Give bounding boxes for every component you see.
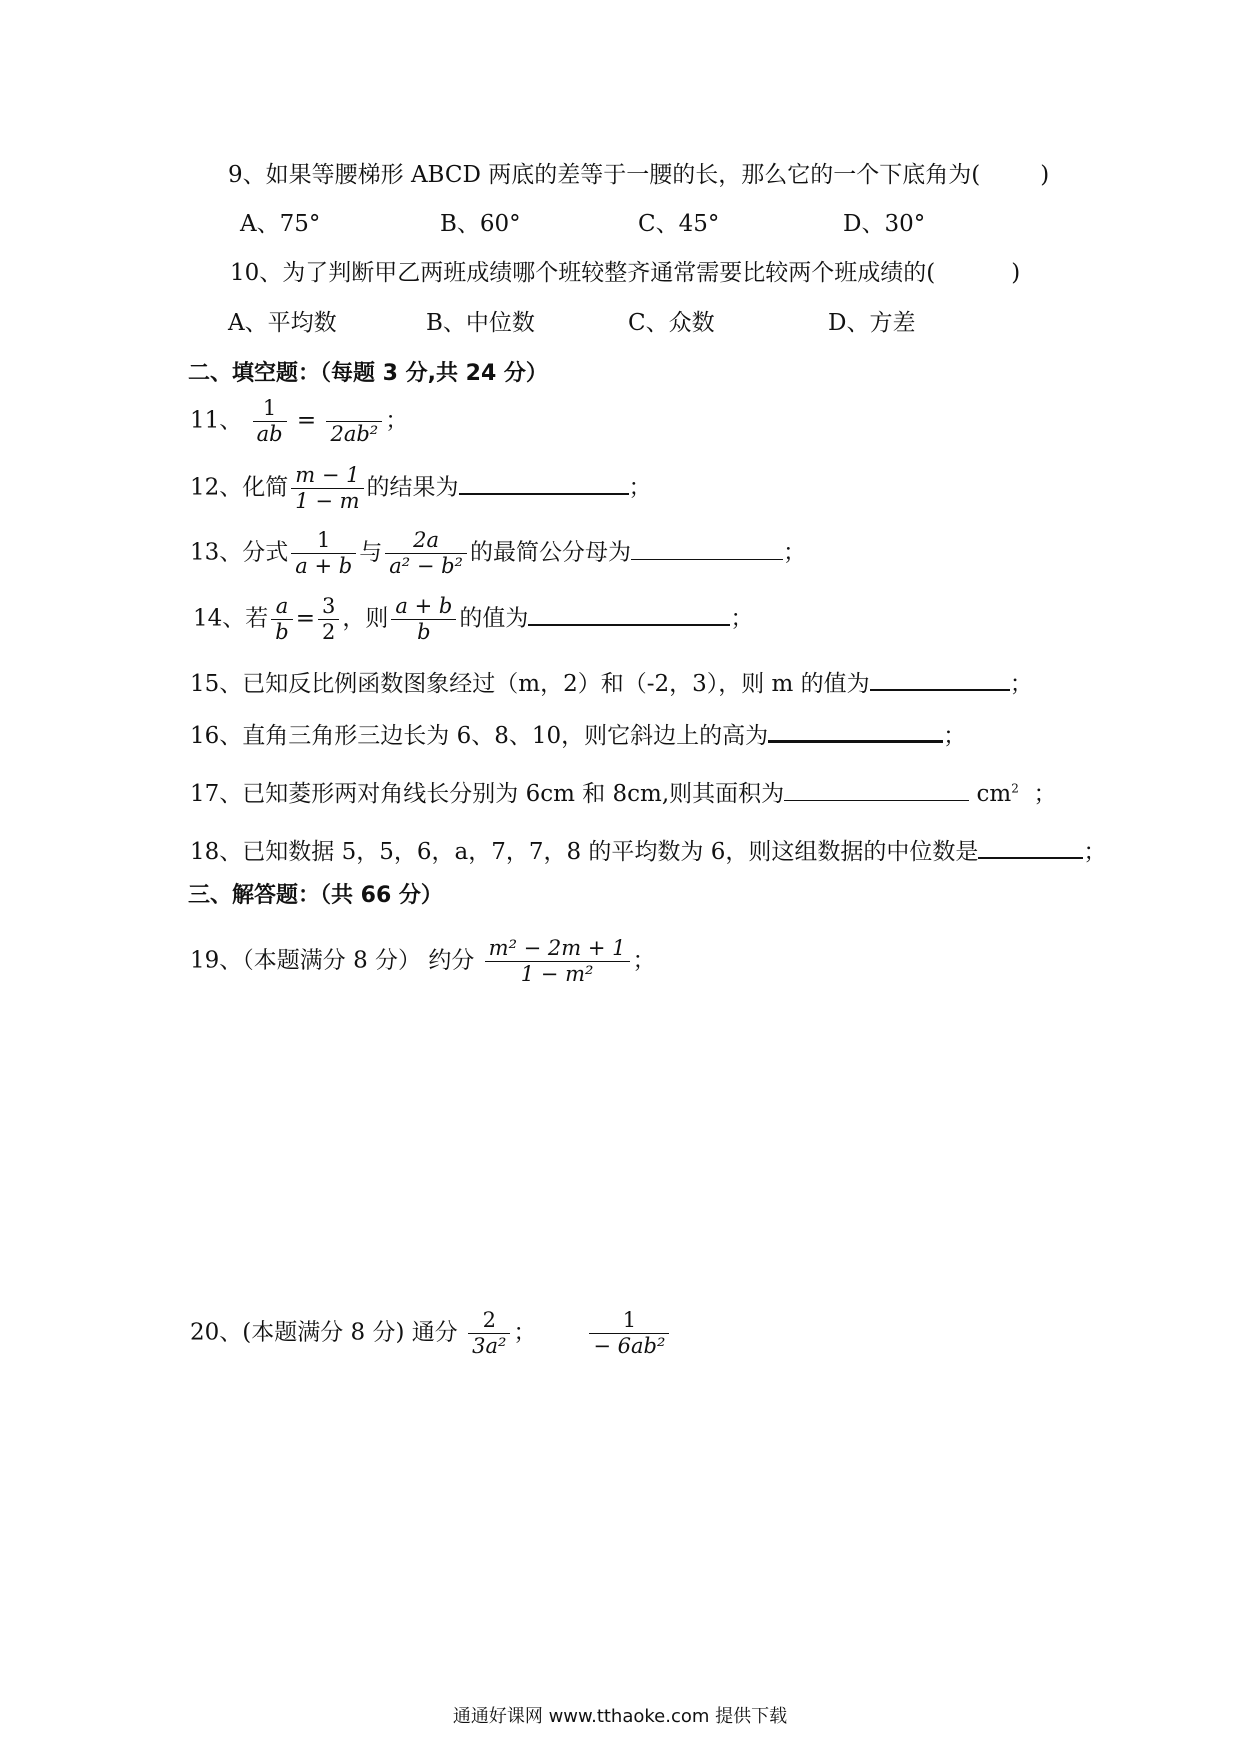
question-9-text: 9、如果等腰梯形 ABCD 两底的差等于一腰的长，那么它的一个下底角为(	[228, 162, 981, 188]
question-9-option-b: B、60°	[440, 211, 521, 237]
question-12-label: 12、化简	[190, 474, 289, 501]
question-20-label: 20、(本题满分 8 分) 通分	[190, 1319, 458, 1346]
question-10-text: 10、为了判断甲乙两班成绩哪个班较整齐通常需要比较两个班成绩的(	[230, 260, 936, 286]
question-10-paren-close: )	[1011, 260, 1021, 286]
question-13-fraction-2: $\frac{2a}{\text{a² − b²}}$	[385, 530, 467, 577]
question-14: 14、若 $\frac{a}{b}$ = $\frac{3}{2}$ ，则 $\frac{a + b}{b}$ 的值为 ；	[193, 594, 754, 644]
question-16-answer-blank[interactable]	[768, 720, 943, 743]
question-17: 17、已知菱形两对角线长分别为 6cm 和 8cm,则其面积为 $cm^2$ ；	[190, 781, 1057, 807]
question-13: 13、分式 $\frac{1}{a + b}$ 与 $\frac{2a}{\text{a² − b²}}$ 的最简公分母为 ；	[190, 528, 806, 578]
question-9-option-d: D、30°	[843, 211, 926, 237]
section-2-title: 二、填空题：（每题 3 分,共 24 分）	[188, 361, 548, 386]
question-17-text: 17、已知菱形两对角线长分别为 6cm 和 8cm,则其面积为	[190, 781, 785, 807]
section-3-title: 三、解答题：（共 66 分）	[188, 883, 443, 908]
question-14-fraction-3: $\frac{a + b}{b}$	[391, 596, 456, 643]
question-11: 11、 $\frac{1}{ab}$ = 2ab² ；	[190, 396, 409, 446]
question-9	[228, 164, 1049, 187]
question-12-answer-blank[interactable]	[459, 473, 629, 495]
question-19: 19、（本题满分 8 分） 约分 $\frac{\text{m² − 2m + 1}}{\text{1 − m²}}$ ；	[190, 936, 656, 986]
question-11-fraction-right: 2ab²	[326, 399, 382, 445]
question-18-answer-blank[interactable]	[978, 837, 1083, 859]
question-10-option-d: D、方差	[828, 310, 916, 336]
question-19-fraction: $\frac{\text{m² − 2m + 1}}{\text{1 − m²}}$	[485, 938, 630, 985]
question-10-option-a: A、平均数	[228, 310, 337, 336]
question-20-fraction-1: $\frac{2}{\text{3a²}}$	[468, 1310, 510, 1357]
question-13-answer-blank[interactable]	[631, 539, 783, 560]
question-9-option-a: A、75°	[240, 211, 321, 237]
question-16-text: 16、直角三角形三边长为 6、8、10，则它斜边上的高为	[190, 723, 769, 749]
footer-source: 通通好课网 www.tthaoke.com 提供下载	[452, 1706, 788, 1727]
question-20: 20、(本题满分 8 分) 通分 $\frac{2}{\text{3a²}}$ ； $\frac{1}{\text{− 6ab²}}$	[190, 1310, 672, 1357]
question-10	[230, 262, 1020, 285]
question-14-fraction-1: $\frac{a}{b}$	[271, 596, 292, 643]
question-15-answer-blank[interactable]	[870, 669, 1010, 691]
question-19-label: 19、（本题满分 8 分） 约分	[190, 947, 475, 974]
question-18-text: 18、已知数据 5，5，6，a，7，7，8 的平均数为 6，则这组数据的中位数是	[190, 839, 979, 865]
question-15-text: 15、已知反比例函数图象经过（m，2）和（-2，3），则 m 的值为	[190, 671, 870, 697]
question-11-fraction-left: $\frac{1}{ab}$	[253, 398, 287, 445]
question-14-label: 14、若	[193, 605, 269, 632]
question-15: 15、已知反比例函数图象经过（m，2）和（-2，3），则 m 的值为 ；	[190, 671, 1033, 697]
question-13-label: 13、分式	[190, 539, 289, 566]
question-10-option-b: B、中位数	[426, 310, 535, 336]
question-9-paren-close: )	[1040, 162, 1050, 188]
question-9-option-c: C、45°	[638, 211, 720, 237]
question-12-fraction: $\frac{m - 1}{1 - m}$	[291, 465, 363, 512]
question-16: 16、直角三角形三边长为 6、8、10，则它斜边上的高为 ；	[190, 720, 966, 748]
question-13-fraction-1: $\frac{1}{a + b}$	[291, 530, 356, 577]
question-14-answer-blank[interactable]	[528, 604, 730, 626]
question-11-label: 11、	[190, 407, 243, 434]
question-20-fraction-2: $\frac{1}{\text{− 6ab²}}$	[589, 1310, 669, 1357]
question-10-option-c: C、众数	[628, 310, 715, 336]
question-17-answer-blank[interactable]	[784, 780, 969, 801]
question-12: 12、化简 $\frac{m - 1}{1 - m}$ 的结果为 ；	[190, 463, 652, 513]
question-18: 18、已知数据 5，5，6，a，7，7，8 的平均数为 6，则这组数据的中位数是 ；	[190, 839, 1107, 865]
question-14-fraction-2: $\frac{3}{2}$	[318, 596, 339, 643]
